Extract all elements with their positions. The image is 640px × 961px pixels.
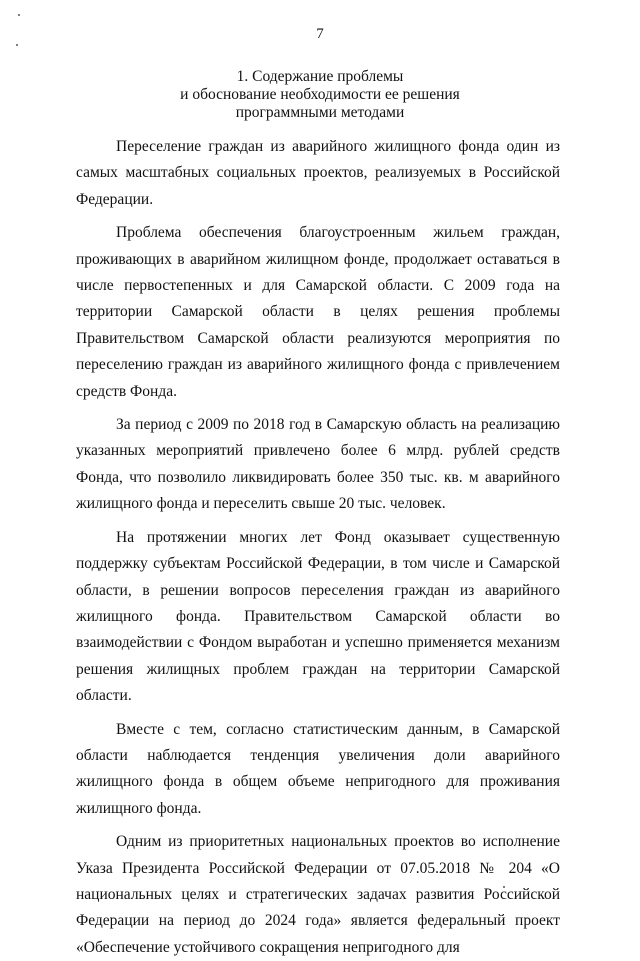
scan-speck: [16, 44, 18, 46]
paragraph: За период с 2009 по 2018 год в Самарскую область на реализацию указанных мероприятий привлечено более 6 млрд. рублей средств Фонда, что позволило ликвидировать более 350 тыс. кв. м аварийного жилищного фонда и переселить свыше 20 тыс. человек.: [76, 416, 560, 513]
heading-line: программными методами: [235, 104, 405, 121]
paragraph: Вместе с тем, согласно статистическим данным, в Самарской области наблюдается тенденция увеличения доли аварийного жилищного фонда в общем объеме непригодного для проживания жилищного фонда.: [76, 720, 560, 817]
paragraph: Одним из приоритетных национальных проектов во исполнение Указа Президента Российской Федерации от 07.05.2018 № 204 «О национальных целях и стратегических задачах развития Российской Федерации на период до 2024 года» является федеральный проект «Обеспечение устойчивого сокращения непригодного для: [76, 833, 560, 956]
paragraph: На протяжении многих лет Фонд оказывает существенную поддержку субъектам Российской Федерации, в том числе и Самарской области, в решении вопросов переселения граждан из аварийного жилищного фонда. Правительством Самарской области во взаимодействии с Фондом выработан и успешно применяется механизм решения жилищных проблем граждан на территории Самарской области.: [76, 528, 560, 705]
body-text: [76, 134, 560, 961]
paragraph: Проблема обеспечения благоустроенным жильем граждан, проживающих в аварийном жилищном фонде, продолжает оставаться в числе первостепенных и для Самарской области. С 2009 года на территории Самарской области в целях решения проблемы Правительством Самарской области реализуются мероприятия по переселению граждан из аварийного жилищного фонда с привлечением средств Фонда.: [76, 224, 560, 400]
paragraph: Переселение граждан из аварийного жилищного фонда один из самых масштабных социальных проектов, реализуемых в Российской Федерации.: [76, 138, 560, 208]
section-heading: [0, 68, 640, 122]
page-number: 7: [316, 26, 324, 42]
scan-speck: [18, 14, 20, 16]
heading-line: и обоснование необходимости ее решения: [180, 86, 460, 103]
heading-line: 1. Содержание проблемы: [236, 68, 404, 85]
